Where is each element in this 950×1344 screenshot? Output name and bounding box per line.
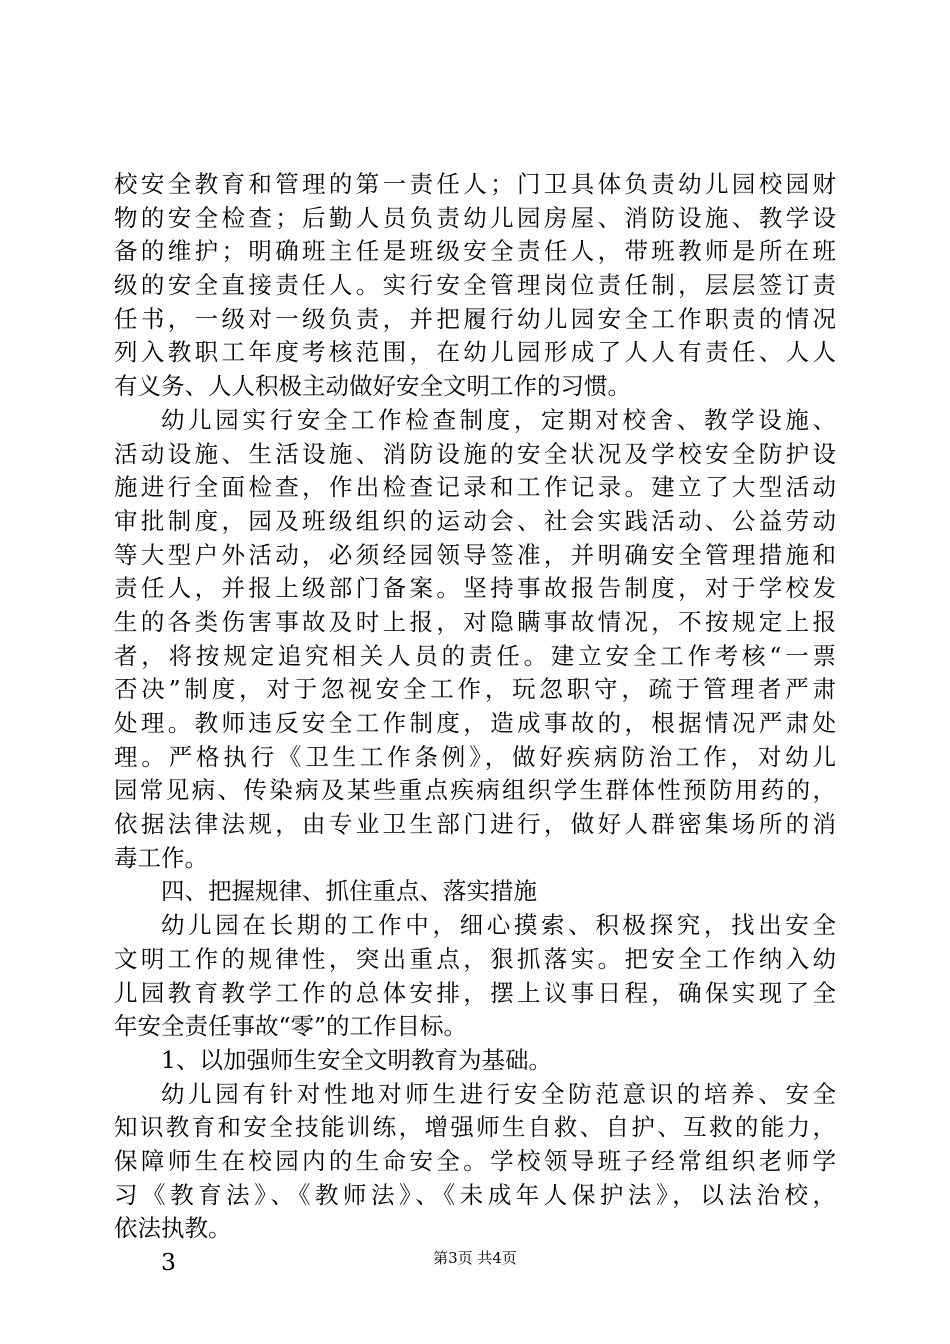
text-line: 儿园教育教学工作的总体安排，摆上议事日程，确保实现了全 xyxy=(114,978,836,1007)
text-line: 理。严格执行《卫生工作条例》，做好疾病防治工作，对幼儿 xyxy=(114,742,836,771)
text-line: 保障师生在校园内的生命安全。学校领导班子经常组织老师学 xyxy=(114,1146,836,1175)
text-line: 幼儿园实行安全工作检查制度，定期对校舍、教学设施、 xyxy=(161,405,836,434)
text-line: 否决”制度，对于忽视安全工作，玩忽职守，疏于管理者严肃 xyxy=(114,675,836,704)
text-line: 四、把握规律、抓住重点、落实措施 xyxy=(161,877,537,906)
text-line: 等大型户外活动，必须经园领导签准，并明确安全管理措施和 xyxy=(114,540,836,569)
text-line: 施进行全面检查，作出检查记录和工作记录。建立了大型活动 xyxy=(114,473,836,502)
text-line: 级的安全直接责任人。实行安全管理岗位责任制，层层签订责 xyxy=(114,271,836,300)
page-footer: 第3页 共4页 xyxy=(433,1249,517,1267)
text-line: 年安全责任事故“零”的工作目标。 xyxy=(114,1012,468,1041)
text-line: 处理。教师违反安全工作制度，造成事故的，根据情况严肃处 xyxy=(114,709,836,737)
text-line: 园常见病、传染病及某些重点疾病组织学生群体性预防用药的， xyxy=(114,776,836,805)
text-line: 活动设施、生活设施、消防设施的安全状况及学校安全防护设 xyxy=(114,439,836,468)
text-line: 审批制度，园及班级组织的运动会、社会实践活动、公益劳动 xyxy=(114,506,836,535)
text-line: 3 xyxy=(161,1248,176,1276)
text-line: 有义务、人人积极主动做好安全文明工作的习惯。 xyxy=(114,372,631,401)
text-line: 物的安全检查；后勤人员负责幼儿园房屋、消防设施、教学设 xyxy=(114,203,836,232)
text-line: 习《教育法》、《教师法》、《未成年人保护法》，以法治校， xyxy=(114,1180,836,1209)
text-line: 责任人，并报上级部门备案。坚持事故报告制度，对于学校发 xyxy=(114,574,836,603)
text-line: 幼儿园在长期的工作中，细心摸索、积极探究，找出安全 xyxy=(161,911,836,940)
body-text xyxy=(114,168,836,1280)
text-line: 列入教职工年度考核范围，在幼儿园形成了人人有责任、人人 xyxy=(114,338,836,367)
text-line: 依法执教。 xyxy=(114,1214,232,1243)
text-line: 生的各类伤害事故及时上报，对隐瞒事故情况，不按规定上报 xyxy=(114,607,836,636)
text-line: 校安全教育和管理的第一责任人；门卫具体负责幼儿园校园财 xyxy=(114,170,836,198)
text-line: 幼儿园有针对性地对师生进行安全防范意识的培养、安全 xyxy=(161,1079,836,1108)
text-line: 者，将按规定追究相关人员的责任。建立安全工作考核“一票 xyxy=(114,641,836,670)
text-line: 任书，一级对一级负责，并把履行幼儿园安全工作职责的情况 xyxy=(114,304,836,333)
text-line: 依据法律法规，由专业卫生部门进行，做好人群密集场所的消 xyxy=(114,810,836,839)
text-line: 知识教育和安全技能训练，增强师生自救、自护、互救的能力， xyxy=(114,1113,836,1142)
text-line: 备的维护；明确班主任是班级安全责任人，带班教师是所在班 xyxy=(114,237,836,266)
text-line: 1、以加强师生安全文明教育为基础。 xyxy=(161,1045,552,1074)
text-line: 毒工作。 xyxy=(114,843,208,872)
text-line: 文明工作的规律性，突出重点，狠抓落实。把安全工作纳入幼 xyxy=(114,944,836,973)
